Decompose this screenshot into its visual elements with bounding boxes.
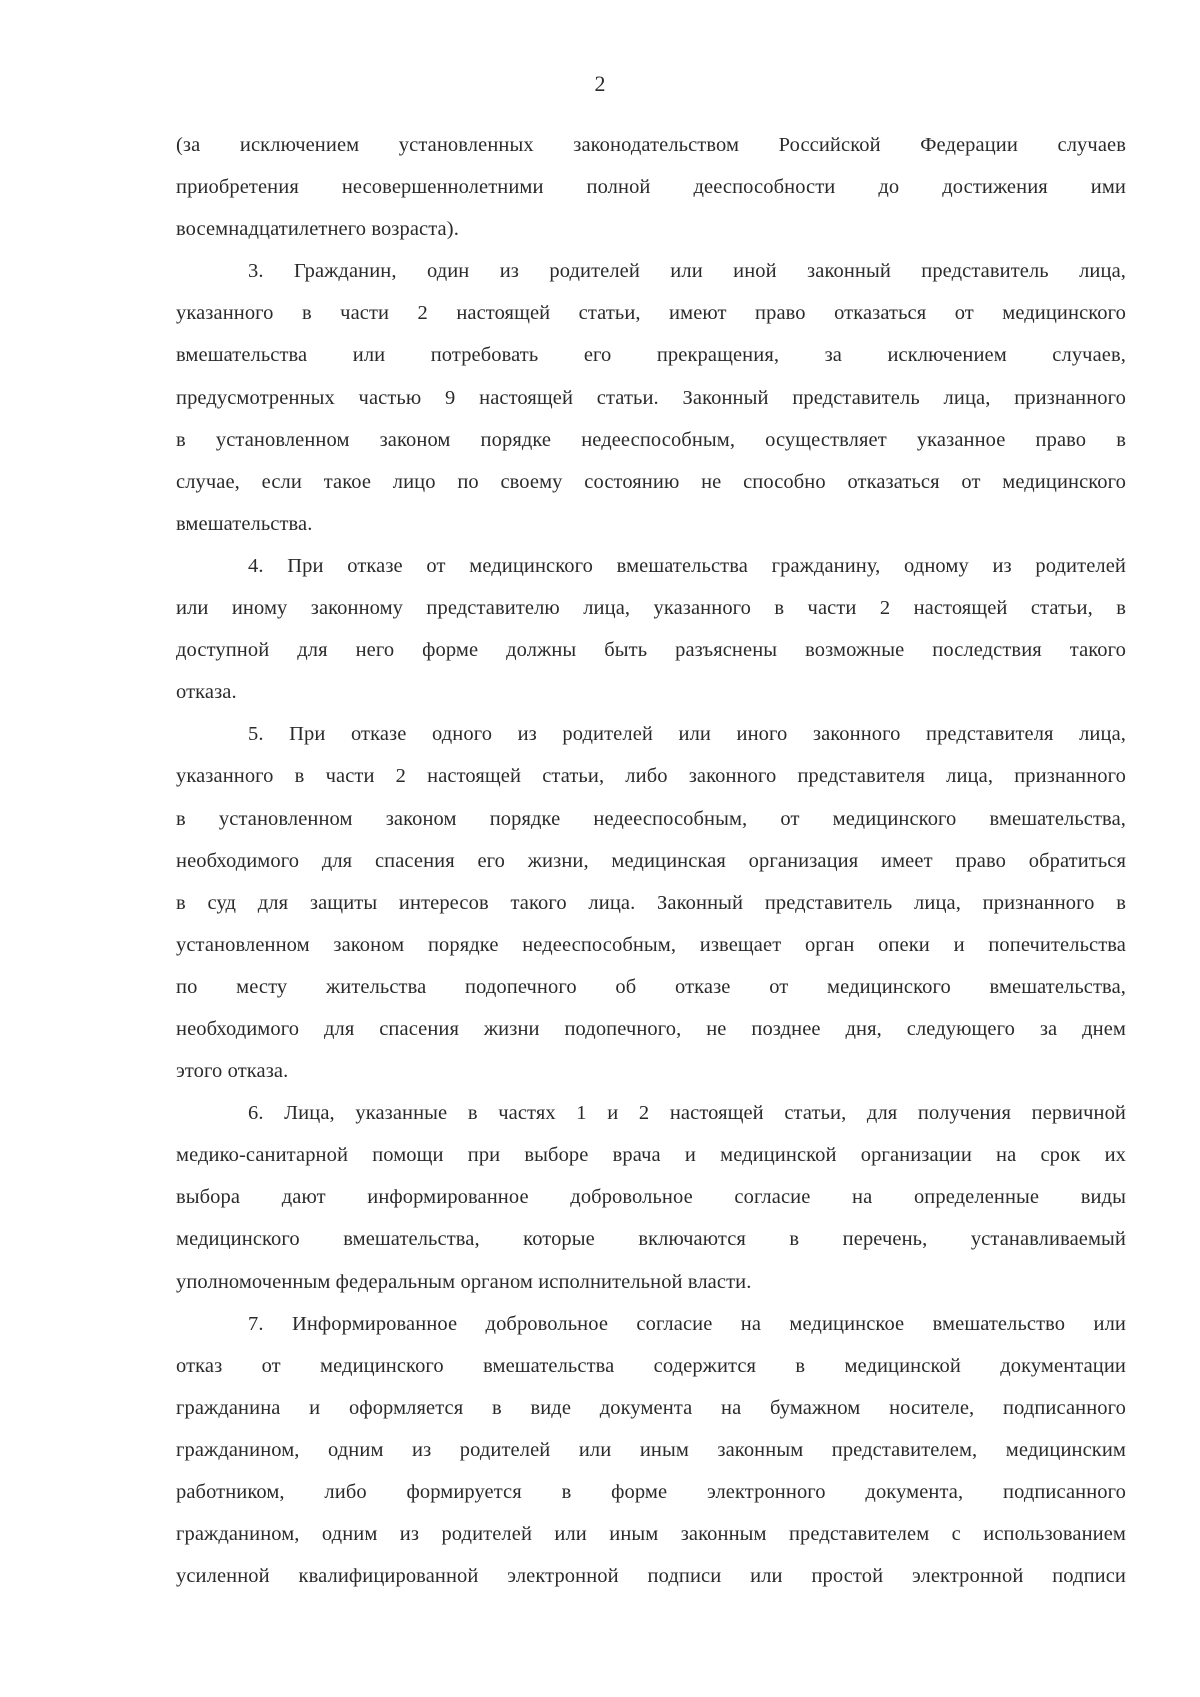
text-line: гражданином, одним из родителей или иным законным представителем с использованием (176, 1523, 1126, 1546)
text-line: доступной для него форме должны быть разъяснены возможные последствия такого (176, 639, 1126, 662)
page-number: 2 (594, 71, 606, 96)
text-line: гражданина и оформляется в виде документа на бумажном носителе, подписанного (176, 1396, 1126, 1419)
text-line: установленном законом порядке недееспособным, извещает орган опеки и попечительства (176, 933, 1126, 956)
text-line: в установленном законом порядке недееспособным, от медицинского вмешательства, (176, 807, 1126, 830)
text-line: по месту жительства подопечного об отказе от медицинского вмешательства, (176, 975, 1126, 998)
text-line: указанного в части 2 настоящей статьи, либо законного представителя лица, признанного (176, 765, 1126, 788)
text-line: вмешательства. (176, 512, 313, 535)
text-line: приобретения несовершеннолетними полной дееспособности до достижения ими (176, 176, 1126, 199)
text-line: отказ от медицинского вмешательства содержится в медицинской документации (176, 1354, 1126, 1377)
text-line: вмешательства или потребовать его прекращения, за исключением случаев, (176, 344, 1126, 367)
text-line: выбора дают информированное добровольное согласие на определенные виды (176, 1186, 1126, 1209)
text-line: указанного в части 2 настоящей статьи, имеют право отказаться от медицинского (176, 302, 1126, 325)
text-line: в установленном законом порядке недееспособным, осуществляет указанное право в (176, 428, 1126, 451)
text-line: 6. Лица, указанные в частях 1 и 2 настоящей статьи, для получения первичной (248, 1102, 1126, 1125)
text-line: гражданином, одним из родителей или иным законным представителем, медицинским (176, 1438, 1126, 1461)
text-line: необходимого для спасения его жизни, медицинская организация имеет право обратиться (176, 849, 1126, 872)
text-line: отказа. (176, 681, 237, 704)
text-line: 7. Информированное добровольное согласие на медицинское вмешательство или (248, 1312, 1126, 1335)
text-line: в суд для защиты интересов такого лица. Законный представитель лица, признанного в (176, 891, 1126, 914)
text-line: 4. При отказе от медицинского вмешательства гражданину, одному из родителей (248, 554, 1126, 577)
text-line: уполномоченным федеральным органом исполнительной власти. (176, 1270, 752, 1293)
text-line: усиленной квалифицированной электронной подписи или простой электронной подписи (176, 1565, 1126, 1588)
text-line: медицинского вмешательства, которые включаются в перечень, устанавливаемый (176, 1228, 1126, 1251)
text-line: медико-санитарной помощи при выборе врача и медицинской организации на срок их (176, 1144, 1126, 1167)
text-line: этого отказа. (176, 1060, 289, 1083)
text-line: предусмотренных частью 9 настоящей статьи. Законный представитель лица, признанного (176, 386, 1126, 409)
text-line: или иному законному представителю лица, указанного в части 2 настоящей статьи, в (176, 597, 1126, 620)
text-line: (за исключением установленных законодательством Российской Федерации случаев (176, 134, 1126, 156)
text-line: 3. Гражданин, один из родителей или иной законный представитель лица, (248, 260, 1126, 283)
text-line: необходимого для спасения жизни подопечного, не позднее дня, следующего за днем (176, 1017, 1126, 1040)
text-line: 5. При отказе одного из родителей или иного законного представителя лица, (248, 723, 1126, 746)
text-line: восемнадцатилетнего возраста). (176, 218, 459, 241)
text-line: случае, если такое лицо по своему состоянию не способно отказаться от медицинского (176, 470, 1126, 493)
body-text (176, 124, 1126, 1597)
text-line: работником, либо формируется в форме электронного документа, подписанного (176, 1481, 1126, 1503)
